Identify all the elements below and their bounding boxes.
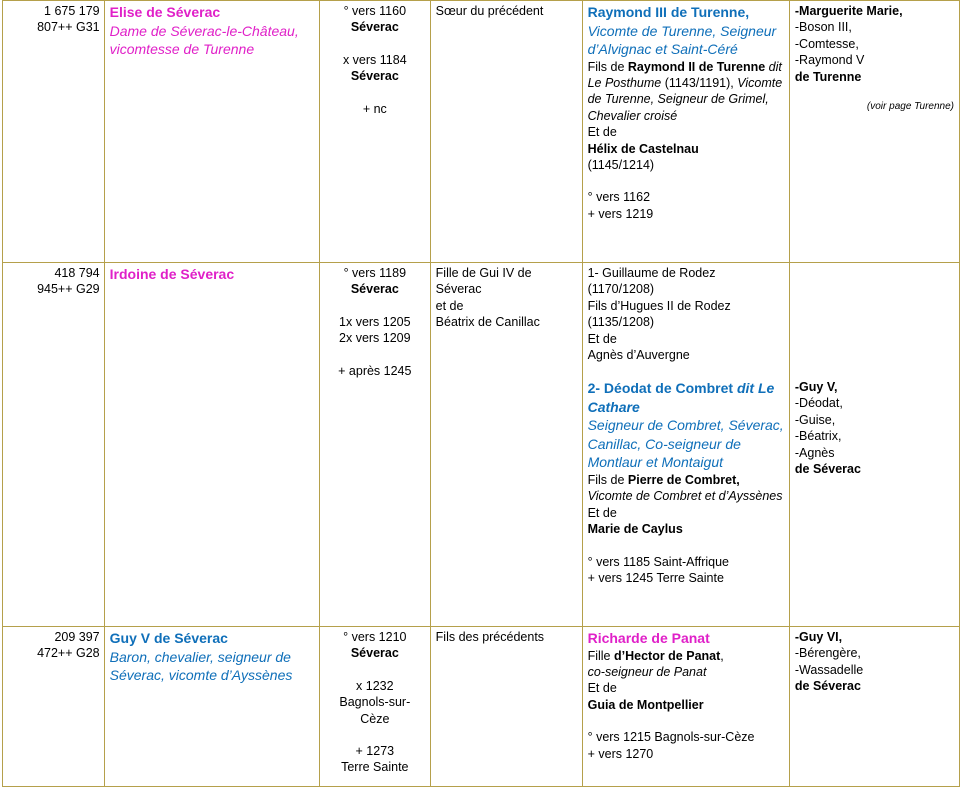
birth-date: ° vers 1210 bbox=[343, 630, 407, 644]
spouse-mother: Hélix de Castelnau bbox=[587, 141, 699, 156]
child-item: -Béatrix, bbox=[794, 429, 842, 444]
death-date: + 1273 bbox=[355, 744, 395, 759]
child-item: -Raymond V bbox=[794, 53, 865, 68]
relation-text: Fille de Gui IV de Séverac bbox=[435, 266, 532, 297]
relation-text: et de bbox=[435, 298, 464, 313]
child-item: -Déodat, bbox=[794, 396, 843, 411]
generation-ref: 945++ G29 bbox=[37, 282, 100, 297]
sosa-number: 1 675 179 bbox=[44, 4, 100, 18]
second-spouse-death: + vers 1245 Terre Sainte bbox=[587, 570, 724, 585]
birth-place: Séverac bbox=[350, 282, 399, 297]
genealogy-table bbox=[2, 0, 960, 787]
spouse-cell bbox=[582, 263, 789, 627]
marriage-place: Séverac bbox=[350, 69, 399, 84]
relation-text: Sœur du précédent bbox=[435, 4, 544, 18]
person-name: Guy V de Séverac bbox=[109, 630, 228, 646]
birth-date: ° vers 1189 bbox=[343, 266, 407, 280]
child-item: -Guy VI, bbox=[794, 630, 843, 644]
person-cell bbox=[104, 627, 319, 787]
child-item: -Agnès bbox=[794, 445, 835, 460]
first-spouse: 1- Guillaume de Rodez bbox=[587, 266, 716, 280]
relation-cell bbox=[430, 1, 582, 263]
person-cell bbox=[104, 263, 319, 627]
generation-ref: 472++ G28 bbox=[37, 646, 100, 661]
marriage-place: Bagnols-sur-Cèze bbox=[339, 695, 411, 726]
child-item: -Bérengère, bbox=[794, 646, 861, 661]
birth-place: Séverac bbox=[350, 646, 399, 661]
person-cell bbox=[104, 1, 319, 263]
sosa-number: 418 794 bbox=[54, 266, 100, 280]
marriage-date: x vers 1184 bbox=[342, 52, 407, 67]
relation-text: Fils des précédents bbox=[435, 630, 545, 644]
person-name: Irdoine de Séverac bbox=[109, 266, 235, 282]
family-name: de Séverac bbox=[794, 679, 861, 694]
relation-text: Béatrix de Canillac bbox=[435, 315, 540, 330]
sosa-number-cell bbox=[3, 627, 105, 787]
second-spouse-mother: Marie de Caylus bbox=[587, 522, 683, 537]
table-row bbox=[3, 1, 960, 263]
person-title: Baron, chevalier, seigneur de Séverac, vicomte d’Ayssènes bbox=[109, 648, 293, 683]
first-spouse-father: Fils d’Hugues II de Rodez bbox=[587, 298, 731, 313]
see-page-note: (voir page Turenne) bbox=[866, 101, 954, 113]
table-row bbox=[3, 627, 960, 787]
children-cell bbox=[789, 263, 959, 627]
second-spouse-father: Fils de Pierre de Combret, bbox=[587, 472, 740, 487]
death-date: + après 1245 bbox=[338, 363, 412, 378]
sosa-number-cell bbox=[3, 1, 105, 263]
birth-place: Séverac bbox=[350, 20, 399, 35]
child-item: -Boson III, bbox=[794, 20, 852, 35]
death-date: + nc bbox=[362, 101, 387, 116]
spouse-mother-dates: (1145/1214) bbox=[587, 157, 655, 172]
death-place: Terre Sainte bbox=[341, 760, 409, 775]
spouse-name: Raymond III de Turenne, bbox=[587, 4, 750, 20]
et-de: Et de bbox=[587, 681, 617, 696]
second-spouse-birth: ° vers 1185 Saint-Affrique bbox=[587, 554, 730, 569]
dates-cell bbox=[319, 627, 430, 787]
dates-cell bbox=[319, 1, 430, 263]
second-spouse-title: Seigneur de Combret, Séverac, Canillac, Co-seigneur de Montlaur et Montaigut bbox=[587, 417, 784, 471]
first-spouse-mother: Agnès d’Auvergne bbox=[587, 348, 690, 363]
spouse-title: Vicomte de Turenne, Seigneur d’Alvignac et Saint-Céré bbox=[587, 22, 777, 57]
first-spouse-dates: (1170/1208) bbox=[587, 282, 655, 297]
child-item: -Guy V, bbox=[794, 380, 838, 394]
spouse-father: Fille d’Hector de Panat, bbox=[587, 648, 724, 663]
et-de: Et de bbox=[587, 125, 617, 140]
person-name: Elise de Séverac bbox=[109, 4, 221, 20]
second-spouse-father-title: Vicomte de Combret et d’Ayssènes bbox=[587, 489, 783, 504]
spouse-birth: ° vers 1215 Bagnols-sur-Cèze bbox=[587, 730, 755, 745]
generation-ref: 807++ G31 bbox=[37, 20, 100, 35]
family-name: de Séverac bbox=[794, 462, 861, 477]
children-cell bbox=[789, 627, 959, 787]
child-item: -Wassadelle bbox=[794, 662, 864, 677]
dates-cell bbox=[319, 263, 430, 627]
et-de: Et de bbox=[587, 331, 617, 346]
relation-cell bbox=[430, 263, 582, 627]
child-item: -Marguerite Marie, bbox=[794, 4, 903, 18]
spouse-death: + vers 1219 bbox=[587, 206, 654, 221]
marriage-date: x 1232 bbox=[356, 678, 394, 693]
spouse-father-title: co-seigneur de Panat bbox=[587, 664, 707, 679]
marriage-date-1: 1x vers 1205 bbox=[339, 314, 411, 329]
marriage-date-2: 2x vers 1209 bbox=[339, 331, 411, 346]
spouse-birth: ° vers 1162 bbox=[587, 190, 651, 205]
sosa-number-cell bbox=[3, 263, 105, 627]
first-spouse-father-dates: (1135/1208) bbox=[587, 315, 655, 330]
table-row bbox=[3, 263, 960, 627]
spouse-father: Fils de Raymond II de Turenne dit Le Posthume (1143/1191), Vicomte de Turenne, Seigneur de Grimel, Chevalier croisé bbox=[587, 59, 783, 123]
spouse-cell bbox=[582, 627, 789, 787]
spouse-cell bbox=[582, 1, 789, 263]
child-item: -Guise, bbox=[794, 412, 836, 427]
spouse-name: Richarde de Panat bbox=[587, 630, 710, 646]
second-spouse-name: 2- Déodat de Combret dit Le Cathare bbox=[587, 380, 775, 415]
spouse-mother: Guia de Montpellier bbox=[587, 697, 704, 712]
birth-date: ° vers 1160 bbox=[343, 4, 407, 18]
person-title: Dame de Séverac-le-Château, vicomtesse de Turenne bbox=[109, 22, 299, 57]
children-cell bbox=[789, 1, 959, 263]
relation-cell bbox=[430, 627, 582, 787]
child-item: -Comtesse, bbox=[794, 36, 859, 51]
family-name: de Turenne bbox=[794, 69, 862, 84]
sosa-number: 209 397 bbox=[54, 630, 100, 644]
et-de: Et de bbox=[587, 505, 617, 520]
spouse-death: + vers 1270 bbox=[587, 746, 654, 761]
